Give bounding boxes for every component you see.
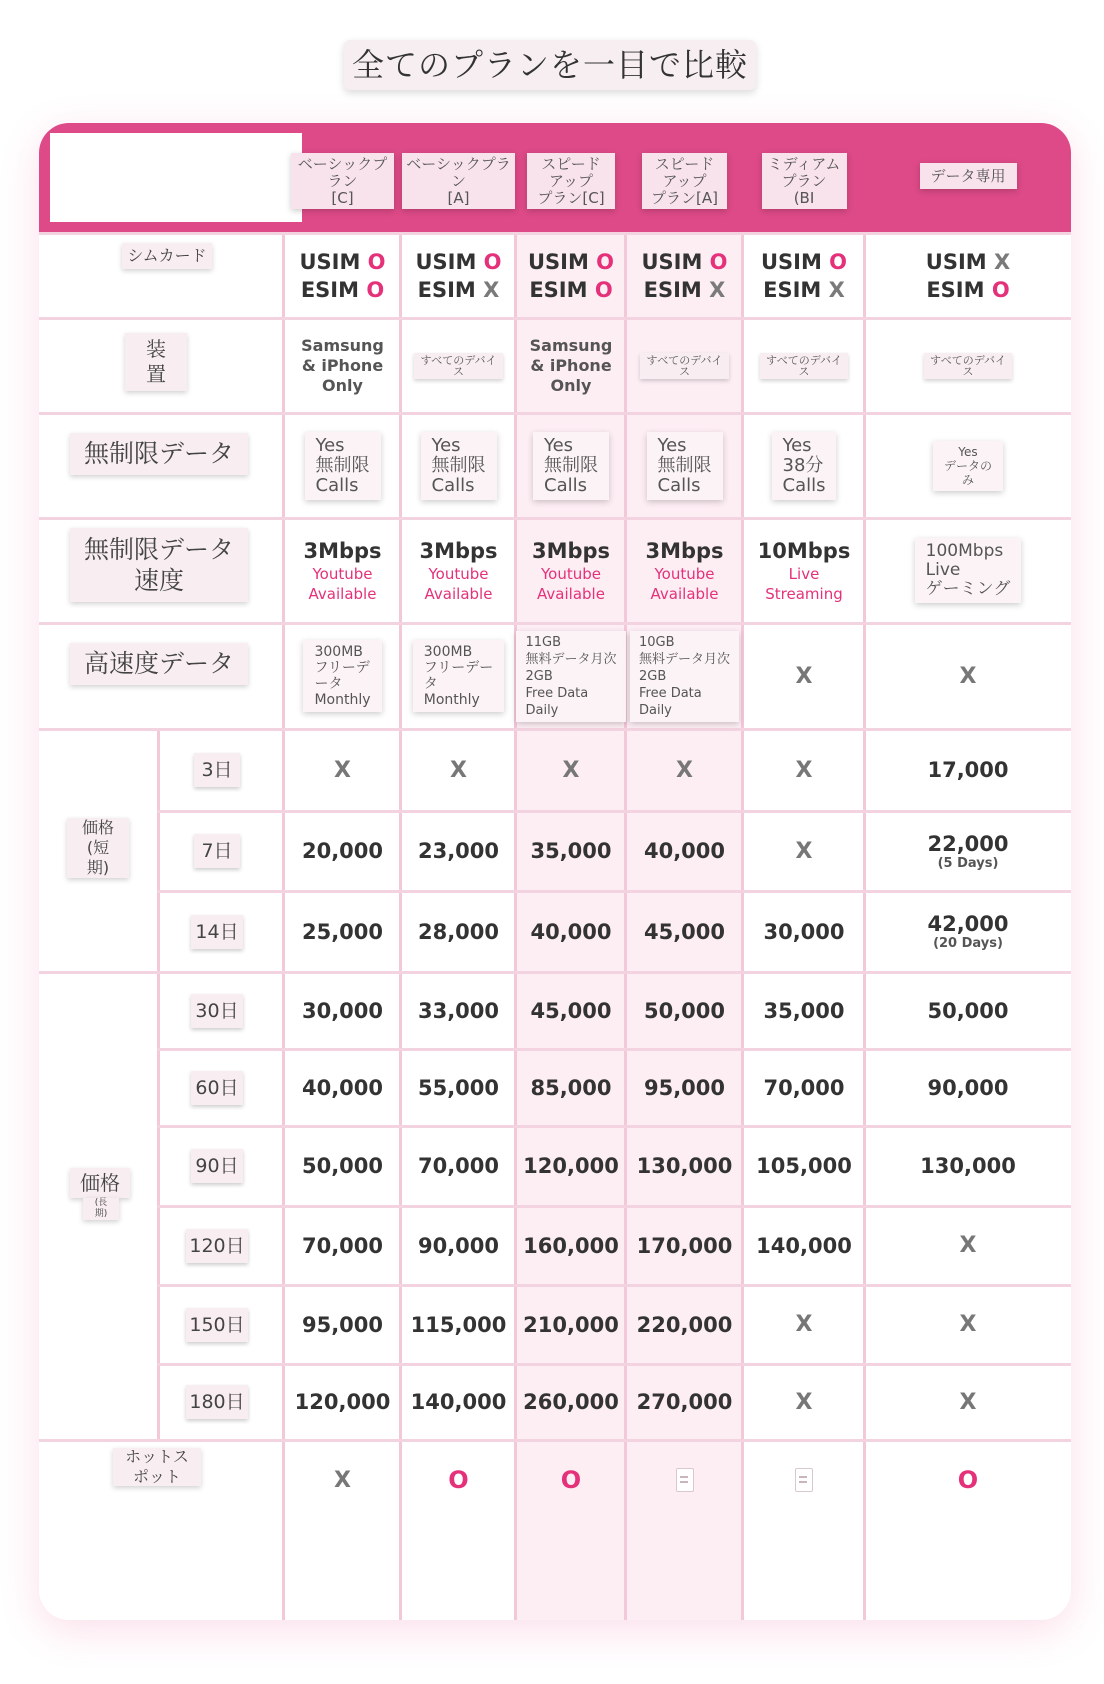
esim-mark: X: [483, 277, 500, 302]
plan-header: スピード アップ プラン[A]: [642, 153, 727, 209]
esim-line: [644, 276, 726, 304]
device-text: すべてのデバイ ス: [760, 353, 848, 379]
speed-value: 3Mbps: [645, 538, 724, 563]
highspeed-x: X: [959, 663, 977, 689]
day-label: 14日: [191, 915, 243, 949]
price-cell: [284, 891, 401, 972]
highspeed-cell: [865, 623, 1071, 729]
hotspot-cell: [743, 1440, 865, 1520]
price-value: 50,000: [301, 1154, 384, 1178]
price-value: 140,000: [756, 1233, 852, 1258]
hotspot-cell: [865, 1440, 1071, 1520]
price-cell: [743, 1206, 865, 1285]
price-cell: [284, 729, 401, 811]
esim-mark: O: [366, 277, 385, 302]
price-cell: [626, 1049, 743, 1126]
usim-line: [415, 248, 501, 276]
row-label-price-long: 価格: [70, 1168, 130, 1198]
row-label-price-short: 価格 (短 期): [67, 818, 129, 878]
row-label-unlimited-data: 無制限データ: [70, 433, 248, 475]
price-value: 50,000: [927, 998, 1009, 1023]
highspeed-cell: [743, 623, 865, 729]
price-value: X: [795, 757, 813, 783]
day-divider: [157, 729, 160, 1440]
usim-line: [761, 248, 847, 276]
price-cell: [743, 1126, 865, 1206]
price-value: 42,000: [927, 912, 1009, 936]
hotspot-mark: X: [334, 1467, 351, 1493]
unlimited-cell: [865, 413, 1071, 518]
price-value: 40,000: [530, 919, 612, 944]
usim-mark: O: [709, 249, 728, 274]
unlimited-box: Yes 無制限 Calls: [421, 432, 497, 500]
sim-cell: [284, 233, 401, 318]
device-cell: [284, 318, 401, 413]
speed-note: Live Streaming: [765, 564, 843, 603]
hotspot-mark: O: [560, 1466, 582, 1494]
price-value: 25,000: [301, 919, 384, 944]
usim-label: USIM: [641, 249, 703, 274]
usim-mark: X: [994, 249, 1011, 274]
price-cell: [626, 1206, 743, 1285]
usim-mark: O: [483, 249, 502, 274]
highspeed-box: 300MB フリーデー タ Monthly: [413, 640, 504, 712]
price-cell: [743, 1364, 865, 1440]
day-label: 60日: [191, 1071, 243, 1105]
hotspot-cell: [516, 1440, 626, 1520]
price-value: 40,000: [301, 1075, 384, 1100]
price-cell: [865, 1364, 1071, 1440]
speed-note: Youtube Available: [424, 564, 493, 603]
device-cell: [401, 318, 516, 413]
price-cell: [865, 729, 1071, 811]
highspeed-box: 300MB フリーデ ータ Monthly: [303, 640, 381, 712]
usim-mark: O: [367, 249, 386, 274]
price-value: 50,000: [643, 998, 726, 1023]
usim-line: [926, 248, 1010, 276]
price-cell: [401, 1364, 516, 1440]
price-cell: [743, 1285, 865, 1364]
price-value: X: [562, 757, 580, 783]
day-label: 7日: [194, 834, 240, 868]
device-cell: [516, 318, 626, 413]
price-cell: [865, 1049, 1071, 1126]
esim-mark: X: [828, 277, 845, 302]
sim-cell: [516, 233, 626, 318]
price-value: 120,000: [294, 1390, 391, 1414]
price-value: 45,000: [530, 998, 612, 1023]
unlimited-box: Yes 無制限 Calls: [647, 432, 723, 500]
price-cell: [284, 972, 401, 1049]
price-cell: [284, 1364, 401, 1440]
unlimited-box: Yes 無制限 Calls: [533, 432, 609, 500]
unlimited-cell: [626, 413, 743, 518]
price-value: 70,000: [417, 1154, 500, 1178]
sim-cell: [401, 233, 516, 318]
price-cell: [743, 811, 865, 891]
speed-cell: [626, 518, 743, 623]
price-value: 160,000: [523, 1233, 619, 1258]
price-value: 35,000: [763, 998, 845, 1023]
usim-mark: O: [596, 249, 615, 274]
day-label: 120日: [186, 1229, 248, 1263]
price-value: 130,000: [920, 1154, 1016, 1178]
price-value: 30,000: [763, 919, 845, 944]
price-value: X: [959, 1312, 977, 1337]
plan-header: ベーシックプラ ン [A]: [402, 153, 515, 209]
price-value: 95,000: [301, 1312, 384, 1337]
document-icon: [795, 1468, 813, 1492]
sim-cell: [626, 233, 743, 318]
price-cell: [401, 891, 516, 972]
price-cell: [743, 1049, 865, 1126]
unlimited-box: Yes 無制限 Calls: [305, 432, 381, 500]
day-label: 3日: [194, 753, 240, 787]
price-cell: [626, 1285, 743, 1364]
price-cell: [516, 729, 626, 811]
price-note: (5 Days): [937, 855, 999, 871]
price-cell: [516, 1285, 626, 1364]
plan-header: スピード アップ プラン[C]: [527, 153, 615, 209]
price-value: 22,000: [927, 831, 1009, 856]
price-value: 220,000: [636, 1312, 733, 1337]
price-cell: [626, 891, 743, 972]
esim-mark: O: [594, 277, 613, 302]
speed-note: Youtube Available: [537, 564, 605, 603]
esim-label: ESIM: [529, 277, 588, 302]
speed-cell: [865, 518, 1071, 623]
unlimited-cell: [401, 413, 516, 518]
hotspot-cell: [626, 1440, 743, 1520]
plan-header: ベーシックプ ラン [C]: [291, 153, 394, 209]
device-cell: [626, 318, 743, 413]
price-cell: [516, 811, 626, 891]
device-text: すべてのデバイ ス: [414, 353, 502, 379]
highspeed-x: X: [795, 663, 813, 689]
price-value: X: [959, 1389, 977, 1415]
day-label: 90日: [191, 1149, 243, 1183]
highspeed-cell: [401, 623, 516, 729]
row-label-device: 装 置: [125, 333, 187, 391]
price-value: 70,000: [301, 1233, 384, 1258]
price-cell: [516, 972, 626, 1049]
row-label-unlimited-speed: 無制限データ 速度: [70, 528, 248, 602]
usim-label: USIM: [527, 249, 589, 274]
price-cell: [284, 811, 401, 891]
comparison-table: [39, 123, 1071, 1620]
price-cell: [516, 1206, 626, 1285]
price-cell: [284, 1126, 401, 1206]
unlimited-box: Yes 38分 Calls: [772, 432, 837, 500]
price-value: 90,000: [927, 1075, 1009, 1100]
device-cell: [865, 318, 1071, 413]
esim-line: [529, 276, 612, 304]
esim-line: [926, 276, 1009, 304]
day-label: 180日: [186, 1385, 248, 1419]
row-label-sim: シムカード: [122, 243, 212, 269]
usim-label: USIM: [415, 249, 477, 274]
plan-header: ミディアム プラン (BI: [762, 153, 847, 209]
price-value: 40,000: [643, 839, 726, 863]
speed-note: Youtube Available: [308, 564, 377, 603]
price-value: 170,000: [636, 1233, 733, 1258]
price-value: 45,000: [643, 919, 726, 944]
price-value: 33,000: [417, 998, 500, 1023]
sim-cell: [743, 233, 865, 318]
usim-line: [299, 248, 385, 276]
price-cell: [401, 972, 516, 1049]
usim-label: USIM: [299, 249, 361, 274]
speed-value: 3Mbps: [419, 538, 498, 563]
row-label-highspeed-data: 高速度データ: [70, 643, 248, 685]
highspeed-cell: [626, 623, 743, 729]
unlimited-box: Yes データの み: [933, 441, 1003, 491]
hotspot-mark: O: [957, 1466, 979, 1494]
usim-label: USIM: [760, 249, 822, 274]
price-cell: [401, 1049, 516, 1126]
price-value: 28,000: [417, 919, 500, 944]
hotspot-cell: [401, 1440, 516, 1520]
price-cell: [401, 1285, 516, 1364]
price-cell: [401, 1126, 516, 1206]
unlimited-cell: [284, 413, 401, 518]
price-value: 270,000: [636, 1390, 733, 1414]
price-cell: [401, 729, 516, 811]
row-label-price-long-sub: (長 期): [83, 1198, 119, 1220]
price-value: 95,000: [643, 1075, 726, 1100]
price-cell: [626, 811, 743, 891]
speed-cell: [516, 518, 626, 623]
price-cell: [743, 891, 865, 972]
price-cell: [284, 1206, 401, 1285]
page-title: 全てのプランを一目で比較: [344, 40, 756, 90]
device-text: Samsung & iPhone Only: [529, 335, 613, 395]
usim-line: [528, 248, 614, 276]
price-cell: [284, 1049, 401, 1126]
price-cell: [865, 972, 1071, 1049]
speed-box: 100Mbps Live ゲーミング: [915, 538, 1022, 603]
esim-label: ESIM: [763, 277, 822, 302]
unlimited-cell: [516, 413, 626, 518]
price-cell: [865, 1206, 1071, 1285]
price-note: (20 Days): [933, 936, 1003, 951]
price-value: X: [795, 1312, 813, 1337]
price-cell: [284, 1285, 401, 1364]
device-text: すべてのデバイ ス: [924, 353, 1012, 379]
price-cell: [865, 891, 1071, 972]
row-label-hotspot: ホットス ポット: [113, 1448, 201, 1486]
price-value: 140,000: [410, 1390, 507, 1414]
day-label: 150日: [186, 1308, 248, 1342]
price-cell: [626, 972, 743, 1049]
device-text: Samsung & iPhone Only: [301, 335, 384, 395]
price-cell: [516, 1364, 626, 1440]
esim-line: [418, 276, 500, 304]
price-cell: [626, 1126, 743, 1206]
speed-cell: [743, 518, 865, 623]
day-label: 30日: [191, 994, 243, 1028]
unlimited-cell: [743, 413, 865, 518]
esim-label: ESIM: [926, 277, 985, 302]
esim-mark: X: [709, 277, 726, 302]
sim-cell: [865, 233, 1071, 318]
price-cell: [743, 729, 865, 811]
device-cell: [743, 318, 865, 413]
price-value: 90,000: [417, 1233, 500, 1258]
price-value: X: [334, 757, 351, 783]
highspeed-cell: [516, 623, 626, 729]
price-value: X: [795, 838, 813, 864]
speed-value: 3Mbps: [303, 538, 382, 563]
price-cell: [865, 1285, 1071, 1364]
esim-mark: O: [991, 277, 1010, 302]
speed-cell: [284, 518, 401, 623]
price-cell: [516, 1049, 626, 1126]
price-value: 55,000: [417, 1075, 500, 1100]
price-cell: [626, 729, 743, 811]
esim-line: [763, 276, 845, 304]
usim-line: [641, 248, 727, 276]
price-cell: [516, 891, 626, 972]
price-value: X: [959, 1233, 977, 1258]
device-text: すべてのデバイ ス: [640, 353, 728, 379]
esim-label: ESIM: [417, 277, 476, 302]
esim-label: ESIM: [643, 277, 702, 302]
document-icon: [676, 1468, 694, 1492]
highspeed-box: 10GB 無料データ月次 2GB Free Data Daily: [630, 631, 739, 722]
price-cell: [626, 1364, 743, 1440]
price-value: 115,000: [410, 1312, 507, 1337]
price-value: 70,000: [763, 1075, 845, 1100]
speed-cell: [401, 518, 516, 623]
highspeed-box: 11GB 無料データ月次 2GB Free Data Daily: [516, 631, 625, 722]
price-value: 210,000: [523, 1312, 619, 1337]
price-value: 85,000: [530, 1075, 612, 1100]
speed-note: Youtube Available: [650, 564, 719, 603]
price-value: 20,000: [301, 839, 384, 863]
esim-line: [301, 276, 384, 304]
price-cell: [865, 1126, 1071, 1206]
price-value: 17,000: [927, 758, 1009, 782]
price-cell: [401, 1206, 516, 1285]
price-cell: [516, 1126, 626, 1206]
price-value: X: [450, 757, 467, 783]
price-value: 105,000: [756, 1154, 852, 1178]
price-value: 30,000: [301, 998, 384, 1023]
hotspot-cell: [284, 1440, 401, 1520]
price-cell: [743, 972, 865, 1049]
usim-mark: O: [829, 249, 848, 274]
price-value: X: [676, 757, 693, 783]
price-cell: [865, 811, 1071, 891]
price-value: X: [795, 1389, 813, 1415]
price-value: 120,000: [523, 1154, 619, 1178]
plan-header: データ専用: [920, 163, 1017, 189]
price-cell: [401, 811, 516, 891]
price-value: 130,000: [636, 1154, 733, 1178]
esim-label: ESIM: [300, 277, 359, 302]
hotspot-mark: O: [448, 1466, 469, 1494]
speed-value: 10Mbps: [757, 538, 851, 563]
price-value: 35,000: [530, 839, 612, 863]
speed-value: 3Mbps: [531, 538, 611, 563]
price-value: 260,000: [523, 1390, 619, 1414]
header-blank: [50, 133, 302, 222]
usim-label: USIM: [925, 249, 987, 274]
highspeed-cell: [284, 623, 401, 729]
price-value: 23,000: [417, 839, 500, 863]
